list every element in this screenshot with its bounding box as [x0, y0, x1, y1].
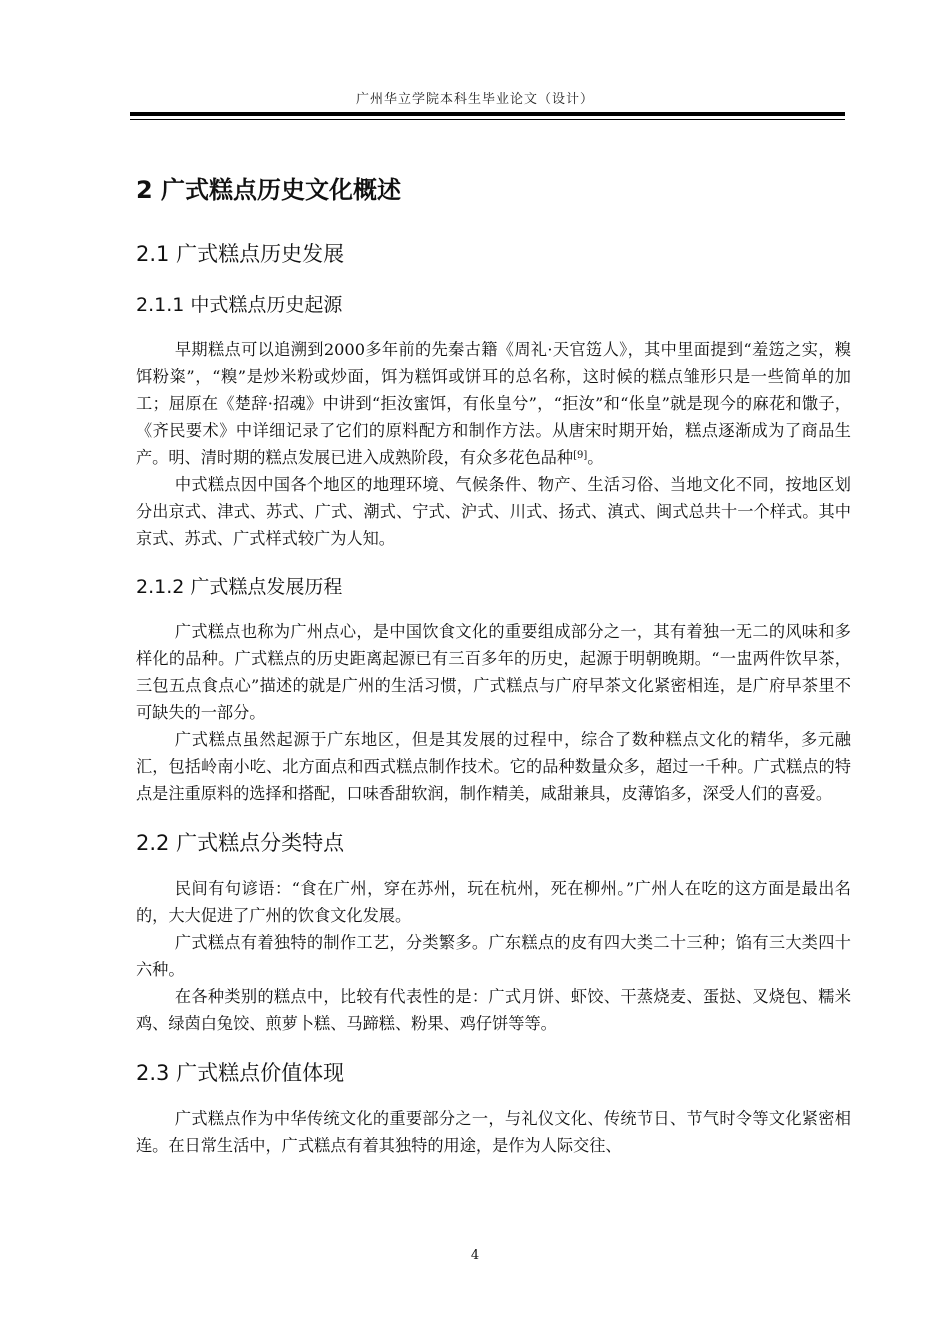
section-2-2-title: 2.2 广式糕点分类特点 [136, 831, 345, 855]
header-rule-thin [130, 119, 845, 120]
paragraph-end: 。 [587, 448, 604, 467]
paragraph: 广式糕点有着独特的制作工艺，分类繁多。广东糕点的皮有四大类二十三种；馅有三大类四十六种。 [136, 933, 851, 979]
paragraph [136, 336, 851, 471]
section-2-3-title: 2.3 广式糕点价值体现 [136, 1061, 345, 1085]
paragraph: 在各种类别的糕点中，比较有代表性的是：广式月饼、虾饺、干蒸烧麦、蛋挞、叉烧包、糯米鸡、绿茵白兔饺、煎萝卜糕、马蹄糕、粉果、鸡仔饼等等。 [136, 987, 851, 1033]
chapter-title: 2 广式糕点历史文化概述 [136, 176, 402, 204]
paragraph: 广式糕点作为中华传统文化的重要部分之一，与礼仪文化、传统节日、节气时令等文化紧密相连。在日常生活中，广式糕点有着其独特的用途，是作为人际交往、 [136, 1109, 851, 1155]
header-rule-thick [130, 112, 845, 116]
running-header: 广州华立学院本科生毕业论文（设计） [355, 92, 594, 107]
page-content [136, 168, 851, 1159]
paragraph: 广式糕点也称为广州点心，是中国饮食文化的重要组成部分之一，其有着独一无二的风味和多样化的品种。广式糕点的历史距离起源已有三百多年的历史，起源于明朝晚期。“一盅两件饮早茶，三包五点食点心”描述的就是广州的生活习惯，广式糕点与广府早茶文化紧密相连，是广府早茶里不可缺失的一部分。 [136, 622, 851, 722]
subsection-2-1-1-title: 2.1.1 中式糕点历史起源 [136, 294, 343, 316]
citation-ref: [9] [573, 450, 588, 461]
paragraph: 民间有句谚语：“食在广州，穿在苏州，玩在杭州，死在柳州。”广州人在吃的这方面是最出名的，大大促进了广州的饮食文化发展。 [136, 879, 851, 925]
paragraph: 广式糕点虽然起源于广东地区，但是其发展的过程中，综合了数种糕点文化的精华，多元融汇，包括岭南小吃、北方面点和西式糕点制作技术。它的品种数量众多，超过一千种。广式糕点的特点是注重原料的选择和搭配，口味香甜软润，制作精美，咸甜兼具，皮薄馅多，深受人们的喜爱。 [136, 730, 851, 803]
subsection-2-1-2-title: 2.1.2 广式糕点发展历程 [136, 576, 343, 598]
page-number: 4 [470, 1248, 480, 1263]
paragraph-text: 早期糕点可以追溯到2000多年前的先秦古籍《周礼·天官笾人》，其中里面提到“羞笾之实，糗饵粉粢”，“糗”是炒米粉或炒面，饵为糕饵或饼耳的总名称，这时候的糕点雏形只是一些简单的加工；屈原在《楚辞·招魂》中讲到“拒汝蜜饵，有伥皇兮”，“拒汝”和“伥皇”就是现今的麻花和馓子，《齐民要术》中详细记录了它们的原料配方和制作方法。从唐宋时期开始，糕点逐渐成为了商品生产。明、清时期的糕点发展已进入成熟阶段，有众多花色品种 [136, 340, 851, 467]
paragraph: 中式糕点因中国各个地区的地理环境、气候条件、物产、生活习俗、当地文化不同，按地区划分出京式、津式、苏式、广式、潮式、宁式、沪式、川式、扬式、滇式、闽式总共十一个样式。其中京式、苏式、广式样式较广为人知。 [136, 475, 851, 548]
section-2-1-title: 2.1 广式糕点历史发展 [136, 242, 345, 266]
